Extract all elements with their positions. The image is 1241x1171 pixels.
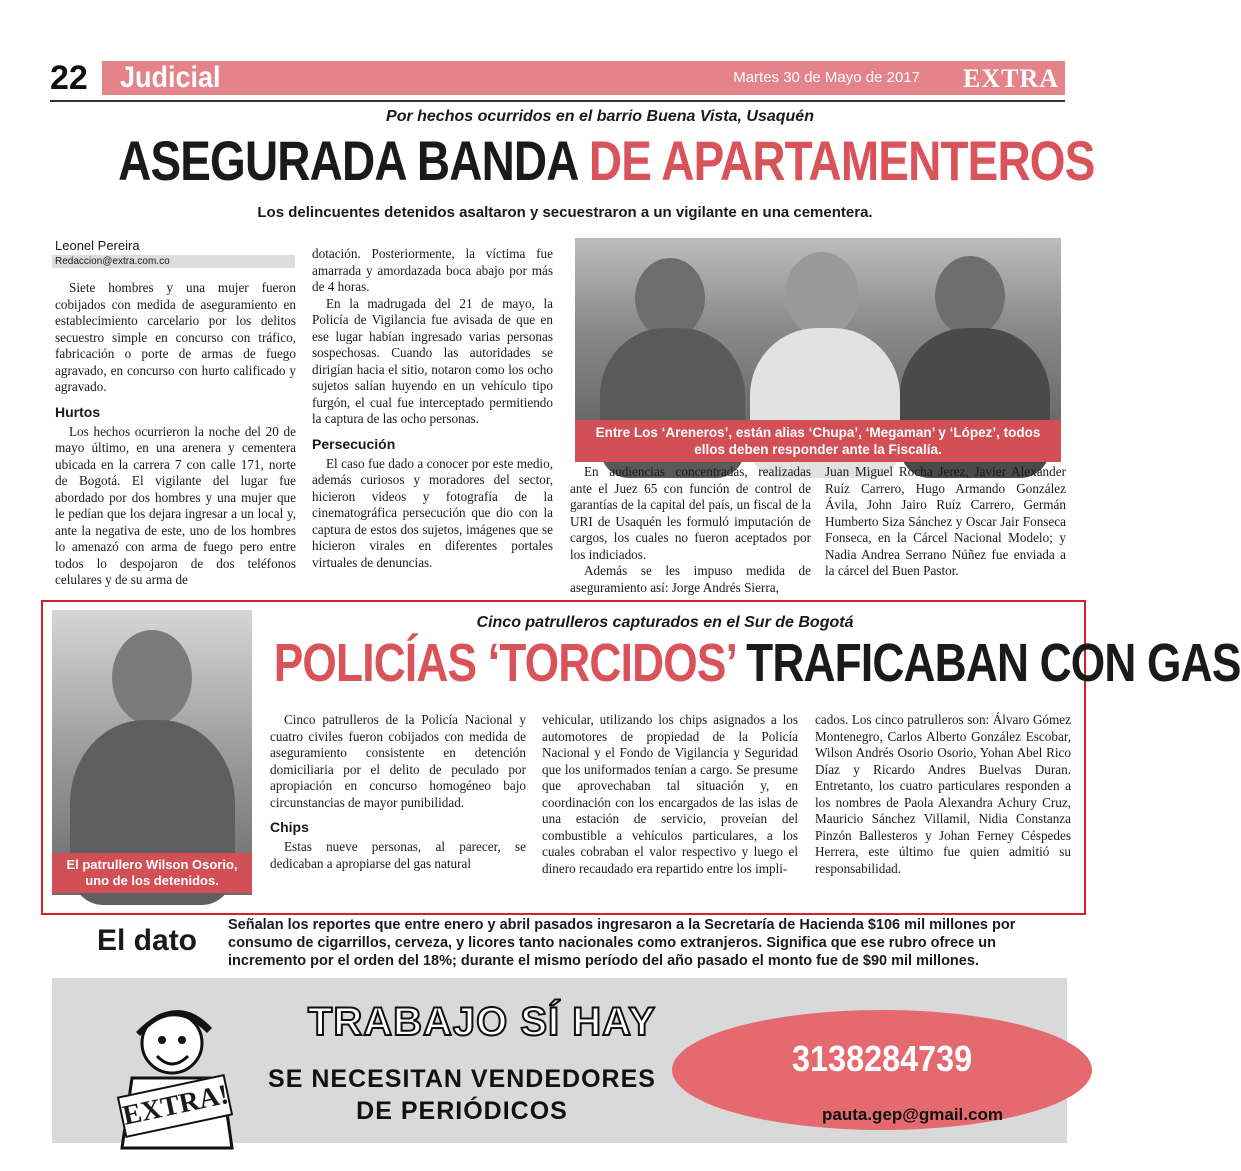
paragraph: Además se les impuso medida de aseguramiento así: Jorge Andrés Sierra, [570, 563, 811, 595]
dato-label: El dato [97, 924, 198, 957]
paragraph: En audiencias concentradas, realizadas ante el Juez 65 con función de control de garantías de la capital del país, un fiscal de la URI de Usaquén les formuló imputación de cargos, los cuales no fueron aceptados por los indiciados. [570, 464, 811, 562]
story1-kicker: Por hechos ocurridos en el barrio Buena Vista, Usaquén [386, 108, 814, 125]
officer-photo-caption: El patrullero Wilson Osorio, uno de los detenidos. [52, 853, 252, 893]
paragraph: En la madrugada del 21 de mayo, la Policía de Vigilancia fue avisada de que en ese lugar habían ingresado varias personas sospechosas. Cuando las autoridades se dirigían hacia el sitio, notaron como los ocho sujetos salían huyendo en un vehículo tipo furgón, el cual fue interceptado permitiendo la captura de las ocho personas. [312, 295, 553, 426]
paragraph: Cinco patrulleros de la Policía Nacional y cuatro civiles fueron cobijados con medida de aseguramiento consistente en detención domiciliaria por el delito de peculado por apropiación en concurso homogéneo bajo circunstancias de mayor punibilidad. [270, 712, 526, 810]
story2-headline-red: POLICÍAS ‘TORCIDOS’ [273, 633, 735, 693]
story2-column-2 [542, 712, 798, 877]
subheading-persecucion: Persecución [312, 435, 396, 452]
author-byline: Leonel Pereira [55, 238, 140, 253]
page-header [50, 57, 1065, 99]
story1-column-3 [570, 464, 811, 596]
paragraph: Siete hombres y una mujer fueron cobijados con medida de aseguramiento en establecimiento carcelario por los delitos secuestro simple en concurso con tráfico, fabricación o porte de armas de fuego agravado, en concurso con hurto calificado y agravado. [55, 280, 296, 394]
subheading-chips: Chips [270, 819, 309, 835]
story2-column-3 [815, 712, 1071, 877]
story1-headline-red: DE APARTAMENTEROS [588, 129, 1095, 192]
header-bar [102, 61, 1065, 95]
ad-phone: 3138284739 [792, 1038, 973, 1079]
paragraph: Los hechos ocurrieron la noche del 20 de mayo último, en una arenera y cementera ubicada en la carrera 7 con calle 171, norte de Bogotá. El vigilante del lugar fue abordado por dos hombres y una mujer que le pedían que los dejara ingresar a un local y, ante la negativa de este, uno de los hombres lo amenazó con arma de fuego pero entre todos lo despojaron de dos teléfonos celulares y de su arma de [55, 423, 296, 587]
paragraph: Juan Miguel Rocha Jerez, Javier Alexander Ruíz Carrero, Hugo Armando González Ávila, John Jairo Ruíz Carrero, Germán Humberto Siza Sánchez y Oscar Jair Fonseca Fonseca, en la Cárcel Nacional Modelo; y Nadia Andrea Serrano Núñez fue enviada a la cárcel del Buen Pastor. [825, 464, 1066, 578]
story2-headline-dark: TRAFICABAN CON GAS [746, 633, 1241, 693]
story1-column-4 [825, 464, 1066, 580]
story1-headline-dark: ASEGURADA BANDA [118, 129, 577, 192]
story1-column-1 [55, 280, 296, 589]
header-divider [50, 100, 1065, 102]
paragraph: El caso fue dado a conocer por este medio, además curiosos y moradores del sector, hicieron videos y fotografía de la cinematográfica persecución que dio con la captura de estos dos sujetos, imágenes que se hicieron virales en diferentes portales virtuales de denuncias. [312, 455, 553, 570]
story2-column-1 [270, 712, 526, 872]
paragraph: cados. Los cinco patrulleros son: Álvaro Gómez Montenegro, Carlos Alberto González Escobar, Wilson Andrés Osorio Osorio, Yohan Abel Rico Díaz y Ricardo Andres Buelvas Duran. Entretanto, los cuatro particulares responden a los nombres de Paola Alexandra Achury Cruz, Mauricio Sánchez Villamil, Nidia Constanza Pinzón Ballesteros y Johan Ferney Céspedes Herrera, este último fue quien admitió su responsabilidad. [815, 712, 1071, 876]
story2-headline [273, 632, 1241, 694]
dato-text: Señalan los reportes que entre enero y abril pasados ingresaron a la Secretaría de Hacienda $106 mil millones por consumo de cigarrillos, cerveza, y licores tanto nacionales como extranjeros. Significa que ese rubro ofrece un incremento por el orden del 18%; durante el mismo período del año pasado el monto fue de $90 mil millones. [228, 917, 1016, 969]
vendor-advertisement [52, 978, 1067, 1143]
section-title: Judicial [120, 61, 221, 94]
paragraph: vehicular, utilizando los chips asignados a los automotores de propiedad de la Policía Nacional y el Fondo de Vigilancia y Seguridad que los uniformados tenían a cargo. Se presume que aprovechaban tal situación y, en coordinación con los encargados de las islas de una estación de servicio, proveían del combustible a vehículos particulares, a los cuales cobraban el valor respectivo y luego el dinero recaudado era repartido entre los impli- [542, 712, 798, 876]
author-email: Redaccion@extra.com.co [52, 255, 295, 268]
subheading-hurtos: Hurtos [55, 403, 101, 420]
ad-line-2: DE PERIÓDICOS [356, 1097, 568, 1125]
story1-column-2 [312, 246, 553, 571]
story2-kicker: Cinco patrulleros capturados en el Sur de Bogotá [476, 614, 854, 631]
page-number: 22 [50, 59, 88, 97]
paragraph: dotación. Posteriormente, la víctima fue amarrada y amordazada boca abajo por más de 4 horas. [312, 246, 553, 294]
issue-date: Martes 30 de Mayo de 2017 [733, 69, 920, 86]
extra-sign: EXTRA! [117, 1074, 233, 1138]
ad-title: TRABAJO SÍ HAY [307, 1000, 657, 1044]
paragraph: Estas nueve personas, al parecer, se dedicaban a apropiarse del gas natural [270, 839, 526, 871]
suspects-photo-caption: Entre Los ‘Areneros’, están alias ‘Chupa’, ‘Megaman’ y ‘López’, todos ellos deben responder ante la Fiscalía. [575, 420, 1061, 462]
brand-logo: EXTRA [962, 64, 1059, 93]
ad-email: pauta.gep@gmail.com [822, 1105, 1003, 1124]
ad-line-1: SE NECESITAN VENDEDORES [268, 1065, 656, 1093]
story1-headline [118, 128, 1095, 193]
story1-deck: Los delincuentes detenidos asaltaron y secuestraron a un vigilante en una cementera. [257, 204, 873, 221]
